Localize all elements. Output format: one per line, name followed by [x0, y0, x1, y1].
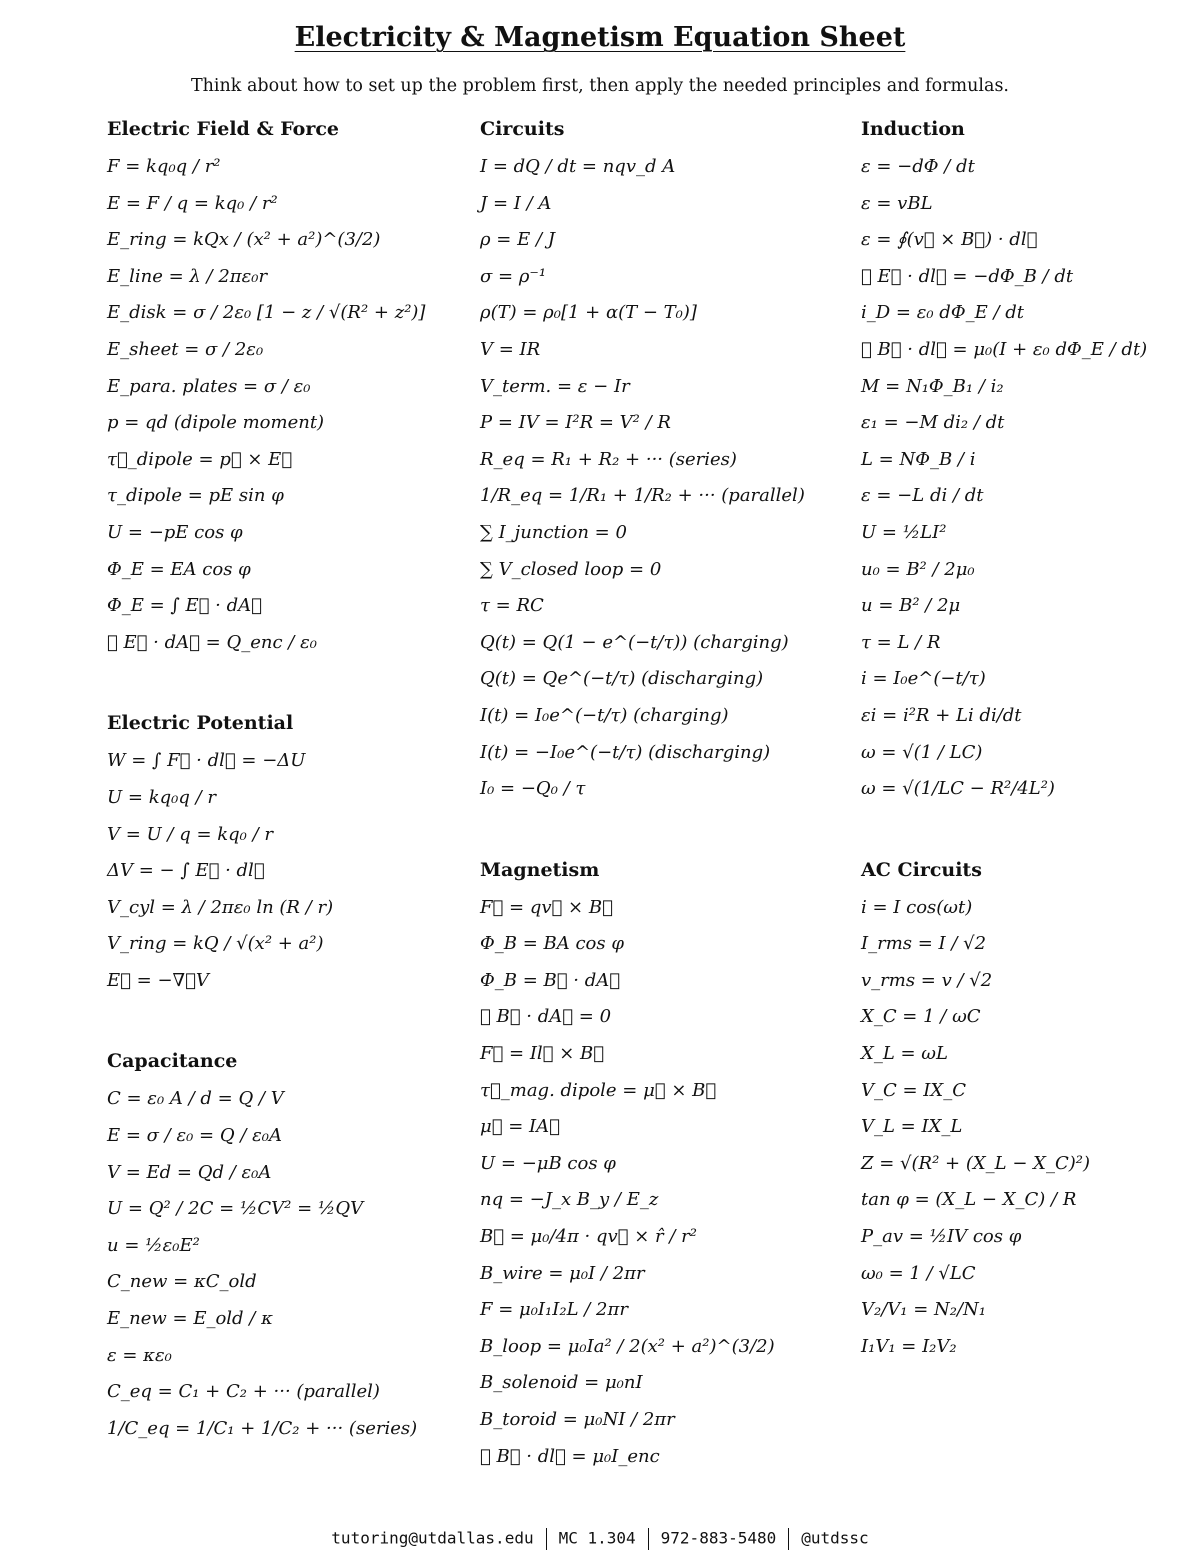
equation: ω₀ = 1 / √LC [861, 1262, 976, 1284]
section-title: Magnetism [480, 858, 600, 881]
equation: W = ∫ F⃗ · dl⃗ = −ΔU [107, 750, 306, 772]
equation: ω = √(1/LC − R²/4L²) [861, 778, 1055, 800]
equation: ε₁ = −M di₂ / dt [861, 412, 1005, 434]
equation: ∮ B⃗ · dl⃗ = μ₀(I + ε₀ dΦ_E / dt) [861, 338, 1148, 360]
equation: F = μ₀I₁I₂L / 2πr [480, 1299, 628, 1321]
equation: E⃗ = −∇⃗V [107, 969, 209, 991]
equation: B_wire = μ₀I / 2πr [480, 1262, 645, 1284]
section-title: Electric Field & Force [107, 118, 340, 140]
equation: E_new = E_old / κ [107, 1308, 273, 1330]
equation: C = ε₀ A / d = Q / V [107, 1088, 284, 1110]
equation: Φ_B = BA cos φ [480, 933, 624, 955]
equation: F = kq₀q / r² [107, 156, 221, 177]
equation: V = Ed = Qd / ε₀A [107, 1161, 272, 1183]
equation-section [107, 116, 467, 664]
equation: Q(t) = Q(1 − e^(−t/τ)) (charging) [480, 631, 789, 653]
equation: ∑ V_closed loop = 0 [480, 558, 662, 580]
equation-section [107, 1048, 467, 1450]
equation: B⃗ = μ₀/4π · qv⃗ × r̂ / r² [480, 1226, 697, 1248]
equation: V = IR [480, 338, 541, 360]
equation: i = I₀e^(−t/τ) [861, 668, 986, 690]
equation: F⃗ = qv⃗ × B⃗ [480, 896, 613, 918]
equation: U = −μB cos φ [480, 1152, 616, 1174]
equation: p = qd (dipole moment) [107, 412, 325, 434]
equation: ΔV = − ∫ E⃗ · dl⃗ [107, 860, 265, 882]
equation: I(t) = I₀e^(−t/τ) (charging) [480, 704, 729, 726]
equation: Φ_E = EA cos φ [107, 558, 251, 580]
footer-phone: 972-883-5480 [660, 1528, 777, 1548]
equation-section [107, 710, 467, 1002]
section-spacer [861, 811, 1191, 857]
equation: R_eq = R₁ + R₂ + ··· (series) [480, 448, 737, 470]
equation: X_L = ωL [861, 1043, 948, 1065]
equation: B_loop = μ₀Ia² / 2(x² + a²)^(3/2) [480, 1335, 775, 1357]
section-title: AC Circuits [861, 858, 982, 881]
equation: V_C = IX_C [861, 1079, 966, 1101]
section-title: Induction [861, 118, 965, 140]
page-subtitle: Think about how to set up the problem first, then apply the needed principles and formulas. [190, 76, 1009, 96]
equation: ε = ∮(v⃗ × B⃗) · dl⃗ [861, 229, 1038, 251]
equation: I = dQ / dt = nqv_d A [480, 156, 676, 177]
equation: I₀ = −Q₀ / τ [480, 778, 586, 800]
section-spacer [107, 1002, 467, 1048]
equation: I_rms = I / √2 [861, 933, 987, 955]
column-right [861, 116, 1191, 1368]
equation: tan φ = (X_L − X_C) / R [861, 1189, 1077, 1211]
equation: μ⃗ = IA⃗ [480, 1116, 560, 1138]
section-spacer [107, 664, 467, 710]
footer [0, 1528, 1200, 1550]
equation: εi = i²R + Li di/dt [861, 704, 1022, 726]
footer-email: tutoring@utdallas.edu [331, 1528, 534, 1548]
equation: U = ½LI² [861, 521, 947, 543]
footer-divider [546, 1528, 547, 1550]
equation: ∮ B⃗ · dA⃗ = 0 [480, 1006, 612, 1028]
equation: σ = ρ⁻¹ [480, 265, 547, 287]
column-left [107, 116, 467, 1450]
equation: τ⃗_mag. dipole = μ⃗ × B⃗ [480, 1079, 717, 1101]
equation: E = σ / ε₀ = Q / ε₀A [107, 1125, 282, 1147]
equation: i_D = ε₀ dΦ_E / dt [861, 302, 1024, 324]
equation: V_ring = kQ / √(x² + a²) [107, 933, 324, 955]
equation: B_solenoid = μ₀nI [480, 1372, 643, 1394]
equation: E = F / q = kq₀ / r² [107, 192, 278, 214]
column-middle [480, 116, 850, 1478]
equation: ∮ E⃗ · dl⃗ = −dΦ_B / dt [861, 265, 1074, 287]
equation: ρ(T) = ρ₀[1 + α(T − T₀)] [480, 302, 697, 324]
equation-section [861, 116, 1191, 811]
equation: F⃗ = Il⃗ × B⃗ [480, 1043, 605, 1065]
equation: I(t) = −I₀e^(−t/τ) (discharging) [480, 741, 771, 763]
equation: ε = −L di / dt [861, 485, 984, 507]
equation: V_cyl = λ / 2πε₀ ln (R / r) [107, 896, 334, 918]
section-spacer [480, 811, 850, 857]
equation: E_sheet = σ / 2ε₀ [107, 338, 264, 360]
equation: ∮ E⃗ · dA⃗ = Q_enc / ε₀ [107, 631, 317, 653]
equation: V = U / q = kq₀ / r [107, 823, 274, 845]
equation: 1/C_eq = 1/C₁ + 1/C₂ + ··· (series) [107, 1417, 418, 1439]
section-title: Capacitance [107, 1050, 238, 1073]
equation: ε = vBL [861, 192, 933, 214]
equation: u = ½ε₀E² [107, 1234, 200, 1256]
equation: u = B² / 2μ [861, 595, 961, 617]
section-title: Electric Potential [107, 712, 294, 735]
equation: M = N₁Φ_B₁ / i₂ [861, 375, 1004, 397]
equation: ω = √(1 / LC) [861, 741, 983, 763]
equation: E_disk = σ / 2ε₀ [1 − z / √(R² + z²)] [107, 302, 426, 324]
equation: V_term. = ε − Ir [480, 375, 630, 397]
equation: J = I / A [480, 192, 552, 214]
equation: Φ_E = ∫ E⃗ · dA⃗ [107, 595, 262, 617]
footer-office: MC 1.304 [558, 1528, 636, 1548]
equation: E_line = λ / 2πε₀r [107, 265, 268, 287]
equation: V_L = IX_L [861, 1116, 963, 1138]
equation: U = −pE cos φ [107, 521, 243, 543]
equation: E_ring = kQx / (x² + a²)^(3/2) [107, 229, 381, 251]
equation: 1/R_eq = 1/R₁ + 1/R₂ + ··· (parallel) [480, 485, 805, 507]
equation: τ⃗_dipole = p⃗ × E⃗ [107, 448, 293, 470]
equation: ∑ I_junction = 0 [480, 521, 627, 543]
equation: U = kq₀q / r [107, 786, 216, 808]
equation: i = I cos(ωt) [861, 896, 973, 918]
equation: v_rms = v / √2 [861, 969, 993, 991]
equation: X_C = 1 / ωC [861, 1006, 981, 1028]
equation: ∮ B⃗ · dl⃗ = μ₀I_enc [480, 1445, 660, 1467]
equation-section [861, 857, 1191, 1369]
equation: L = NΦ_B / i [861, 448, 976, 470]
equation: ε = −dΦ / dt [861, 156, 975, 177]
equation-section [480, 116, 850, 811]
equation: τ = L / R [861, 631, 941, 653]
footer-divider [788, 1528, 789, 1550]
equation: τ = RC [480, 595, 544, 617]
section-title: Circuits [480, 118, 565, 140]
equation: ρ = E / J [480, 229, 555, 251]
equation: C_new = κC_old [107, 1271, 257, 1293]
equation: V₂/V₁ = N₂/N₁ [861, 1299, 987, 1321]
equation: B_toroid = μ₀NI / 2πr [480, 1409, 675, 1430]
equation: Z = √(R² + (X_L − X_C)²) [861, 1152, 1090, 1174]
equation: Q(t) = Qe^(−t/τ) (discharging) [480, 668, 764, 690]
equation: Φ_B = B⃗ · dA⃗ [480, 969, 621, 991]
footer-social: @utdssc [801, 1528, 869, 1548]
page-title: Electricity & Magnetism Equation Sheet [294, 22, 906, 53]
equation: P = IV = I²R = V² / R [480, 412, 671, 434]
equation: U = Q² / 2C = ½CV² = ½QV [107, 1198, 364, 1220]
equation: E_para. plates = σ / ε₀ [107, 375, 311, 397]
footer-divider [648, 1528, 649, 1550]
equation: ε = κε₀ [107, 1344, 172, 1366]
equation-section [480, 857, 850, 1479]
equation: nq = −J_x B_y / E_z [480, 1189, 659, 1211]
equation: I₁V₁ = I₂V₂ [861, 1335, 957, 1357]
equation: C_eq = C₁ + C₂ + ··· (parallel) [107, 1381, 380, 1403]
equation: τ_dipole = pE sin φ [107, 485, 284, 507]
equation: u₀ = B² / 2μ₀ [861, 558, 975, 580]
equation: P_av = ½IV cos φ [861, 1226, 1022, 1248]
